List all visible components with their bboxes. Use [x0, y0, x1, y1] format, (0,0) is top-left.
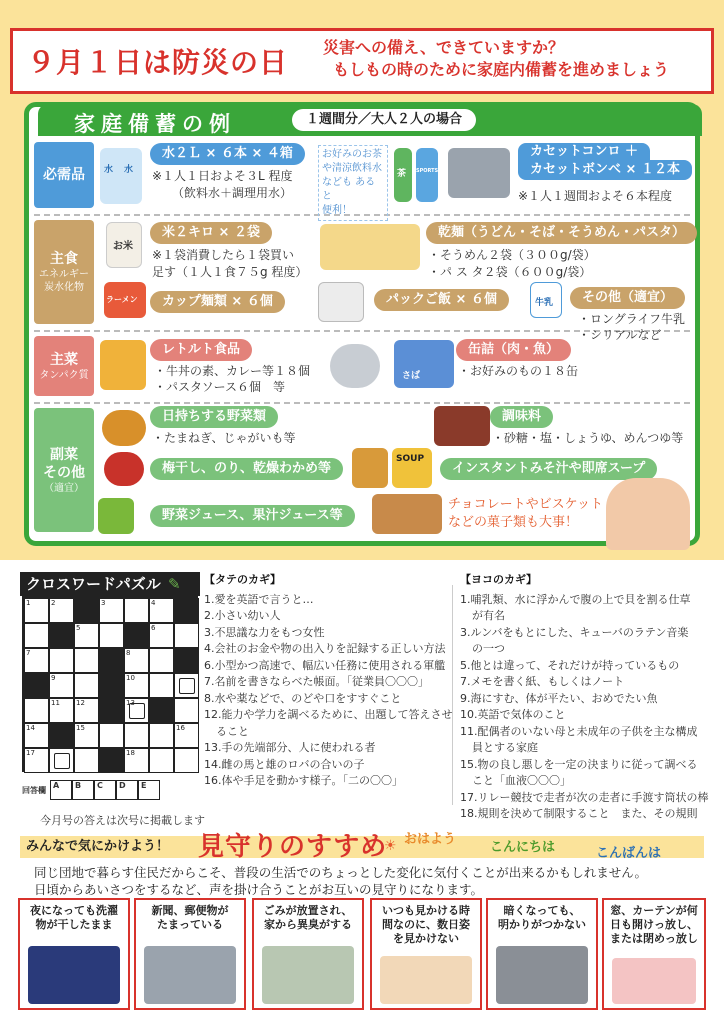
sun-icon: ☀: [384, 838, 397, 854]
grid-cell[interactable]: [149, 748, 174, 773]
grid-cell[interactable]: [99, 723, 124, 748]
mimamori-description: 同じ団地で暮らす住民だからこそ、普段の生活でのちょっとした変化に気付くことが出来るかもしれません。 日頃からあいさつをするなど、声を掛け合うことがお互いの見守りになります。: [34, 865, 648, 897]
cup-noodle-icon: ラーメン: [104, 282, 146, 318]
soup-pill: インスタントみそ汁や即席スープ: [440, 458, 657, 480]
snacks-note: チョコレートやビスケット などの菓子類も大事！: [448, 497, 603, 530]
water-bottle-icon: 水 水: [100, 148, 142, 204]
grid-cell[interactable]: 16: [174, 723, 199, 748]
crossword-title: クロスワードパズル ✎: [20, 572, 200, 596]
mimamori-call: みんなで気にかけよう！: [26, 839, 170, 854]
crossword-grid: [22, 596, 198, 772]
grid-cell[interactable]: [99, 623, 124, 648]
open-can-icon: [330, 344, 380, 388]
juice-box-icon: [98, 498, 134, 534]
vegetables-icon: [102, 410, 146, 446]
grid-cell-black: [99, 648, 124, 673]
retort-pill: レトルト食品: [150, 339, 252, 361]
water-tip-note: お好みのお茶 や清涼飲料水 なども あると 便利！: [318, 145, 388, 221]
clue-item: 12.能力や学力を調べるために、出題して答えさせ: [204, 708, 453, 721]
grid-cell[interactable]: 12: [74, 698, 99, 723]
grid-cell[interactable]: 14: [24, 723, 49, 748]
curtain-window-icon: [612, 958, 696, 1004]
clue-item: 員とする家庭: [472, 741, 538, 754]
grid-cell-black: [99, 748, 124, 773]
grid-cell[interactable]: [149, 723, 174, 748]
canned-food-icon: さば: [394, 340, 454, 388]
grid-cell[interactable]: [24, 698, 49, 723]
grid-cell[interactable]: [124, 723, 149, 748]
clue-item: 3.ルンバをもとにした、キューバのラテン音楽: [460, 625, 689, 639]
sports-drink-icon: SPORTS: [416, 148, 438, 202]
grid-cell[interactable]: [174, 623, 199, 648]
retort-item-2: ・パスタソース６個 等: [154, 380, 286, 394]
answer-box: 回答欄 A B C D E: [22, 780, 160, 800]
clue-item: が有名: [472, 609, 505, 622]
clue-item: 18.規則を決めて制限すること また、その規則: [460, 807, 698, 820]
veg-pill: 日持ちする野菜類: [150, 406, 278, 428]
answer-cell-d[interactable]: D: [116, 780, 138, 800]
clue-item: の一つ: [472, 642, 505, 655]
clue-item: 14.雌の馬と雄のロバの合いの子: [204, 757, 365, 771]
milk-carton-icon: 牛乳: [530, 282, 562, 318]
clue-item: 2.小さい幼い人: [204, 609, 281, 622]
night-laundry-icon: [28, 946, 120, 1004]
grid-cell-black: [124, 623, 149, 648]
answer-cell-e[interactable]: E: [138, 780, 160, 800]
watch-card-lights: 暗くなっても、 明かりがつかない: [486, 898, 598, 1010]
soup-cup-icon: SOUP: [392, 448, 432, 488]
answer-cell-c[interactable]: C: [94, 780, 116, 800]
watch-card-mail: 新聞、郵便物が たまっている: [134, 898, 246, 1010]
clue-item: 7.名前を書きならべた帳面。「従業員〇〇〇」: [204, 675, 429, 688]
grid-cell-black: [49, 623, 74, 648]
noodles-pill: 乾麺（うどん・そば・そうめん・パスタ）: [426, 222, 697, 244]
water-note-1: ※１人１日およそ３L 程度: [152, 169, 293, 183]
other-item-1: ・ロングライフ牛乳: [578, 312, 686, 326]
stove-pill-1: カセットコンロ ＋: [518, 143, 650, 161]
mailbox-icon: [144, 946, 236, 1004]
noodles-item-2: ・パ ス タ２袋（６００g/袋）: [428, 265, 592, 279]
grid-cell[interactable]: [74, 748, 99, 773]
grid-cell[interactable]: 10: [124, 673, 149, 698]
grid-cell[interactable]: [174, 673, 199, 698]
miso-soup-cup-icon: [352, 448, 388, 488]
noodles-item-1: ・そうめん２袋（３００g/袋）: [428, 248, 596, 262]
grid-cell-black: [174, 648, 199, 673]
juice-pill: 野菜ジュース、果汁ジュース等: [150, 505, 355, 527]
grid-cell-black: [99, 698, 124, 723]
row-label-staple: 主食 エネルギー 炭水化物: [34, 220, 94, 324]
clue-item: 1.愛を英語で言うと…: [204, 592, 314, 606]
grid-cell-black: [174, 598, 199, 623]
grid-cell-black: [74, 598, 99, 623]
veg-item: ・たまねぎ、じゃがいも等: [152, 431, 296, 445]
gas-stove-icon: [448, 148, 510, 198]
seasoning-pill: 調味料: [490, 406, 553, 428]
clue-item: 16.体や手足を動かす様子。「二の〇〇」: [204, 774, 403, 787]
greeting-evening: こんばんは: [596, 846, 662, 861]
stock-title-bar: [38, 104, 702, 136]
grid-cell[interactable]: [49, 648, 74, 673]
stove-pill-2: カセットボンベ × １２本: [518, 160, 692, 180]
umeboshi-icon: [104, 452, 144, 486]
tea-bottle-icon: 茶: [394, 148, 412, 202]
watch-card-garbage: ごみが放置され、 家から異臭がする: [252, 898, 364, 1010]
rice-bag-icon: お米: [106, 222, 142, 268]
answer-cell-b[interactable]: B: [72, 780, 94, 800]
grid-cell[interactable]: [24, 623, 49, 648]
watch-card-absent: いつも見かける時 間なのに、数日姿 を見かけない: [370, 898, 482, 1010]
seasoning-bottles-icon: [434, 406, 490, 446]
clue-item: 4.会社のお金や物の出入りを記録する正しい方法: [204, 642, 446, 655]
garbage-bags-icon: [262, 946, 354, 1004]
greeting-morning: おはよう: [404, 832, 457, 847]
yoko-clues: 【ヨコのカギ】 1.哺乳類、水に浮かんで腹の上で貝を割る仕草 が有名 3.ルンバをもとにした、キューバのラテン音楽 の一つ 5.他とは違って、それだけが持っているもの 7.メモを書く紙、もしくはノート 9.海にすむ、体が平たい、おめでたい魚 10.英語で気体のこと 11.配偶者のいない母と未成年の子供を主な構成 員とする家庭 15.物の良し悪しを一定の決まりに従って調べる こと「血液〇〇〇」 17.リレー競技で走者が次の走者に手渡す筒状の棒 18.規則を決めて制限すること また、その規則: [460, 572, 709, 823]
row-label-essential: 必需品: [34, 142, 94, 208]
grid-cell[interactable]: [74, 673, 99, 698]
clue-item: 6.小型かつ高速で、幅広い任務に使用される軍艦: [204, 658, 446, 672]
grid-cell[interactable]: [149, 673, 174, 698]
clue-item: 1.哺乳類、水に浮かんで腹の上で貝を割る仕草: [460, 592, 691, 606]
clue-item: 15.物の良し悪しを一定の決まりに従って調べる: [460, 757, 698, 771]
grid-cell[interactable]: 5: [74, 623, 99, 648]
grid-cell[interactable]: 11: [49, 698, 74, 723]
grid-cell[interactable]: 6: [149, 623, 174, 648]
seasoning-item: ・砂糖・塩・しょうゆ、めんつゆ等: [492, 431, 684, 445]
page-subtitle: 災害への備え、できていますか？ もしもの時のために家庭内備蓄を進めましょう: [323, 38, 670, 79]
grid-cell[interactable]: [174, 748, 199, 773]
clue-item: 8.水や薬などで、のどや口をすすぐこと: [204, 691, 402, 705]
dried-noodles-icon: [320, 224, 420, 270]
clue-item: 10.英語で気体のこと: [460, 708, 566, 721]
water-pill: 水２Ｌ × ６本 × ４箱: [150, 143, 305, 165]
rice-note-2: 足す（１人１食７５g 程度）: [152, 265, 308, 279]
grid-cell[interactable]: 7: [24, 648, 49, 673]
clue-item: ること: [216, 724, 249, 738]
stove-note: ※１人１週間およそ６本程度: [518, 189, 673, 203]
clue-item: 17.リレー競技で走者が次の走者に手渡す筒状の棒: [460, 790, 709, 804]
dark-house-icon: [496, 946, 588, 1004]
grid-cell[interactable]: [149, 648, 174, 673]
grid-cell[interactable]: [74, 648, 99, 673]
pack-rice-icon: [318, 282, 364, 322]
page-title: ９月１日は防災の日: [27, 46, 289, 79]
grid-cell[interactable]: 2: [49, 598, 74, 623]
rice-note-1: ※１袋消費したら１袋買い: [152, 248, 295, 262]
rice-pill: 米２キロ × ２袋: [150, 222, 272, 244]
worried-person-icon: [380, 956, 472, 1004]
watch-card-curtain: 窓、カーテンが何 日も開けっ放し、 または閉めっ放し: [602, 898, 706, 1010]
family-illustration: [606, 478, 690, 550]
clue-item: 11.配偶者のいない母と未成年の子供を主な構成: [460, 724, 698, 738]
stock-period: １週間分／大人２人の場合: [292, 109, 476, 131]
row-label-main: 主菜 タンパク質: [34, 336, 94, 396]
cup-noodle-pill: カップ麺類 × ６個: [150, 291, 285, 313]
grid-cell[interactable]: 8: [124, 648, 149, 673]
clue-item: こと「血液〇〇〇」: [472, 774, 571, 787]
grid-cell-black: [24, 673, 49, 698]
grid-cell[interactable]: 1: [24, 598, 49, 623]
pack-rice-pill: パックご飯 × ６個: [374, 289, 509, 311]
snacks-icon: [372, 494, 442, 534]
can-pill: 缶詰（肉・魚）: [456, 339, 571, 361]
row-divider: [34, 402, 690, 404]
mimamori-title: 見守りのすすめ: [198, 832, 388, 862]
grid-cell[interactable]: 13: [124, 698, 149, 723]
grid-cell[interactable]: 4: [149, 598, 174, 623]
grid-cell[interactable]: [49, 748, 74, 773]
retort-pack-icon: [100, 340, 146, 390]
grid-cell[interactable]: 17: [24, 748, 49, 773]
can-item: ・お好みのもの１８缶: [458, 364, 579, 378]
other-pill: その他（適宜）: [570, 287, 685, 309]
watch-card-laundry: 夜になっても洗濯 物が干したまま: [18, 898, 130, 1010]
header-banner: [10, 28, 714, 94]
grid-cell[interactable]: 3: [99, 598, 124, 623]
retort-item-1: ・牛丼の素、カレー等１８個: [154, 364, 311, 378]
grid-cell[interactable]: 15: [74, 723, 99, 748]
clue-item: 7.メモを書く紙、もしくはノート: [460, 675, 625, 688]
row-label-side: 副菜 その他 （適宜）: [34, 408, 94, 532]
grid-cell[interactable]: 9: [49, 673, 74, 698]
tate-clues: 【タテのカギ】 1.愛を英語で言うと… 2.小さい幼い人 3.不思議な力をもつ女性 4.会社のお金や物の出入りを記録する正しい方法 6.小型かつ高速で、幅広い任務に使用される軍艦 7.名前を書きならべた帳面。「従業員〇〇〇」 8.水や薬などで、のどや口をすすぐこと 12.能力や学力を調べるために、出題して答えさせ ること 13.手の先端部分、人に使われる者 14.雌の馬と雄のロバの合いの子 16.体や手足を動かす様子。「二の〇〇」: [204, 572, 453, 790]
clue-item: 5.他とは違って、それだけが持っているもの: [460, 658, 680, 672]
clue-item: 3.不思議な力をもつ女性: [204, 625, 325, 639]
ume-pill: 梅干し、のり、乾燥わかめ等: [150, 458, 343, 480]
clue-divider: [452, 585, 453, 805]
grid-cell[interactable]: 18: [124, 748, 149, 773]
answer-note: 今月号の答えは次号に掲載します: [40, 814, 205, 827]
grid-cell[interactable]: [174, 698, 199, 723]
grid-cell-black: [99, 673, 124, 698]
grid-cell-black: [49, 723, 74, 748]
pencil-icon: ✎: [167, 575, 181, 593]
grid-cell-black: [149, 698, 174, 723]
greeting-day: こんにちは: [490, 840, 556, 855]
stock-title: 家庭備蓄の例: [74, 112, 236, 136]
grid-cell[interactable]: [124, 598, 149, 623]
clue-item: 13.手の先端部分、人に使われる者: [204, 741, 376, 754]
answer-cell-a[interactable]: A: [50, 780, 72, 800]
other-item-2: ・シリアルなど: [578, 328, 662, 342]
water-note-2: （飲料水＋調理用水）: [172, 186, 293, 200]
clue-item: 9.海にすむ、体が平たい、おめでたい魚: [460, 691, 658, 705]
